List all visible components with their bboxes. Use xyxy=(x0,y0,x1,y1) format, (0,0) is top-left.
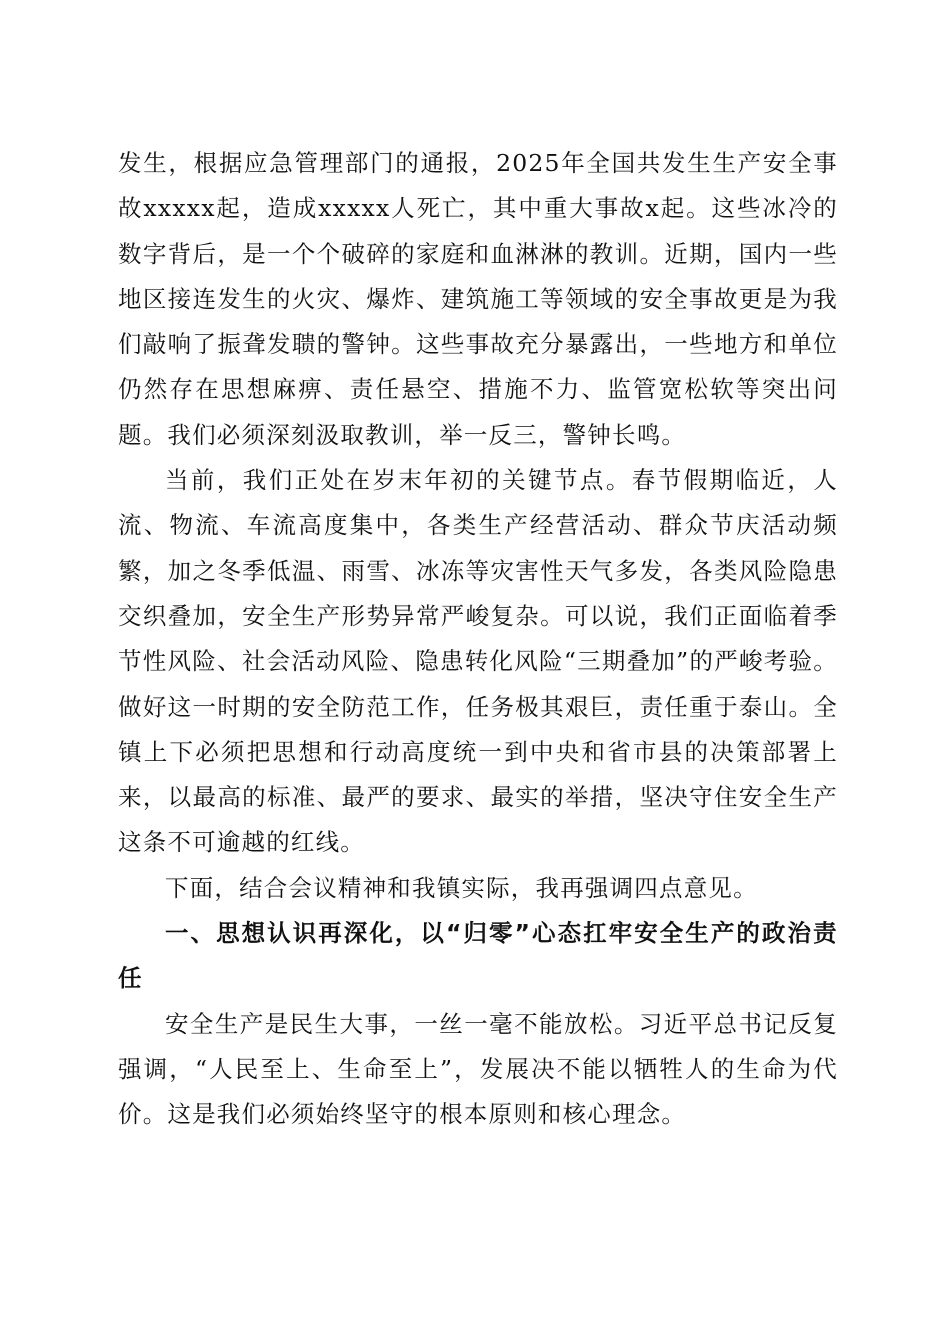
document-body xyxy=(118,141,838,1138)
section-heading-1: 一、思想认识再深化，以“归零”心态扛牢安全生产的政治责任 xyxy=(118,919,838,993)
paragraph-continued: 发生，根据应急管理部门的通报，2025年全国共发生生产安全事故xxxxx起，造成xxxxx人死亡，其中重大事故x起。这些冰冷的数字背后，是一个个破碎的家庭和血淋淋的教训。近期，国内一些地区接连发生的火灾、爆炸、建筑施工等领域的安全事故更是为我们敲响了振聋发聩的警钟。这些事故充分暴露出，一些地方和单位仍然存在思想麻痹、责任悬空、措施不力、监管宽松软等突出问题。我们必须深刻汲取教训，举一反三，警钟长鸣。 xyxy=(118,149,838,449)
paragraph-transition: 下面，结合会议精神和我镇实际，我再强调四点意见。 xyxy=(165,873,758,902)
paragraph-section-1-intro: 安全生产是民生大事，一丝一毫不能放松。习近平总书记反复强调，“人民至上、生命至上”，发展决不能以牺牲人的生命为代价。这是我们必须始终坚守的根本原则和核心理念。 xyxy=(118,1009,838,1129)
paragraph-current-situation: 当前，我们正处在岁末年初的关键节点。春节假期临近，人流、物流、车流高度集中，各类生产经营活动、群众节庆活动频繁，加之冬季低温、雨雪、冰冻等灾害性天气多发，各类风险隐患交织叠加，安全生产形势异常严峻复杂。可以说，我们正面临着季节性风险、社会活动风险、隐患转化风险“三期叠加”的严峻考验。做好这一时期的安全防范工作，任务极其艰巨，责任重于泰山。全镇上下必须把思想和行动高度统一到中央和省市县的决策部署上来，以最高的标准、最严的要求、最实的举措，坚决守住安全生产这条不可逾越的红线。 xyxy=(118,466,838,857)
